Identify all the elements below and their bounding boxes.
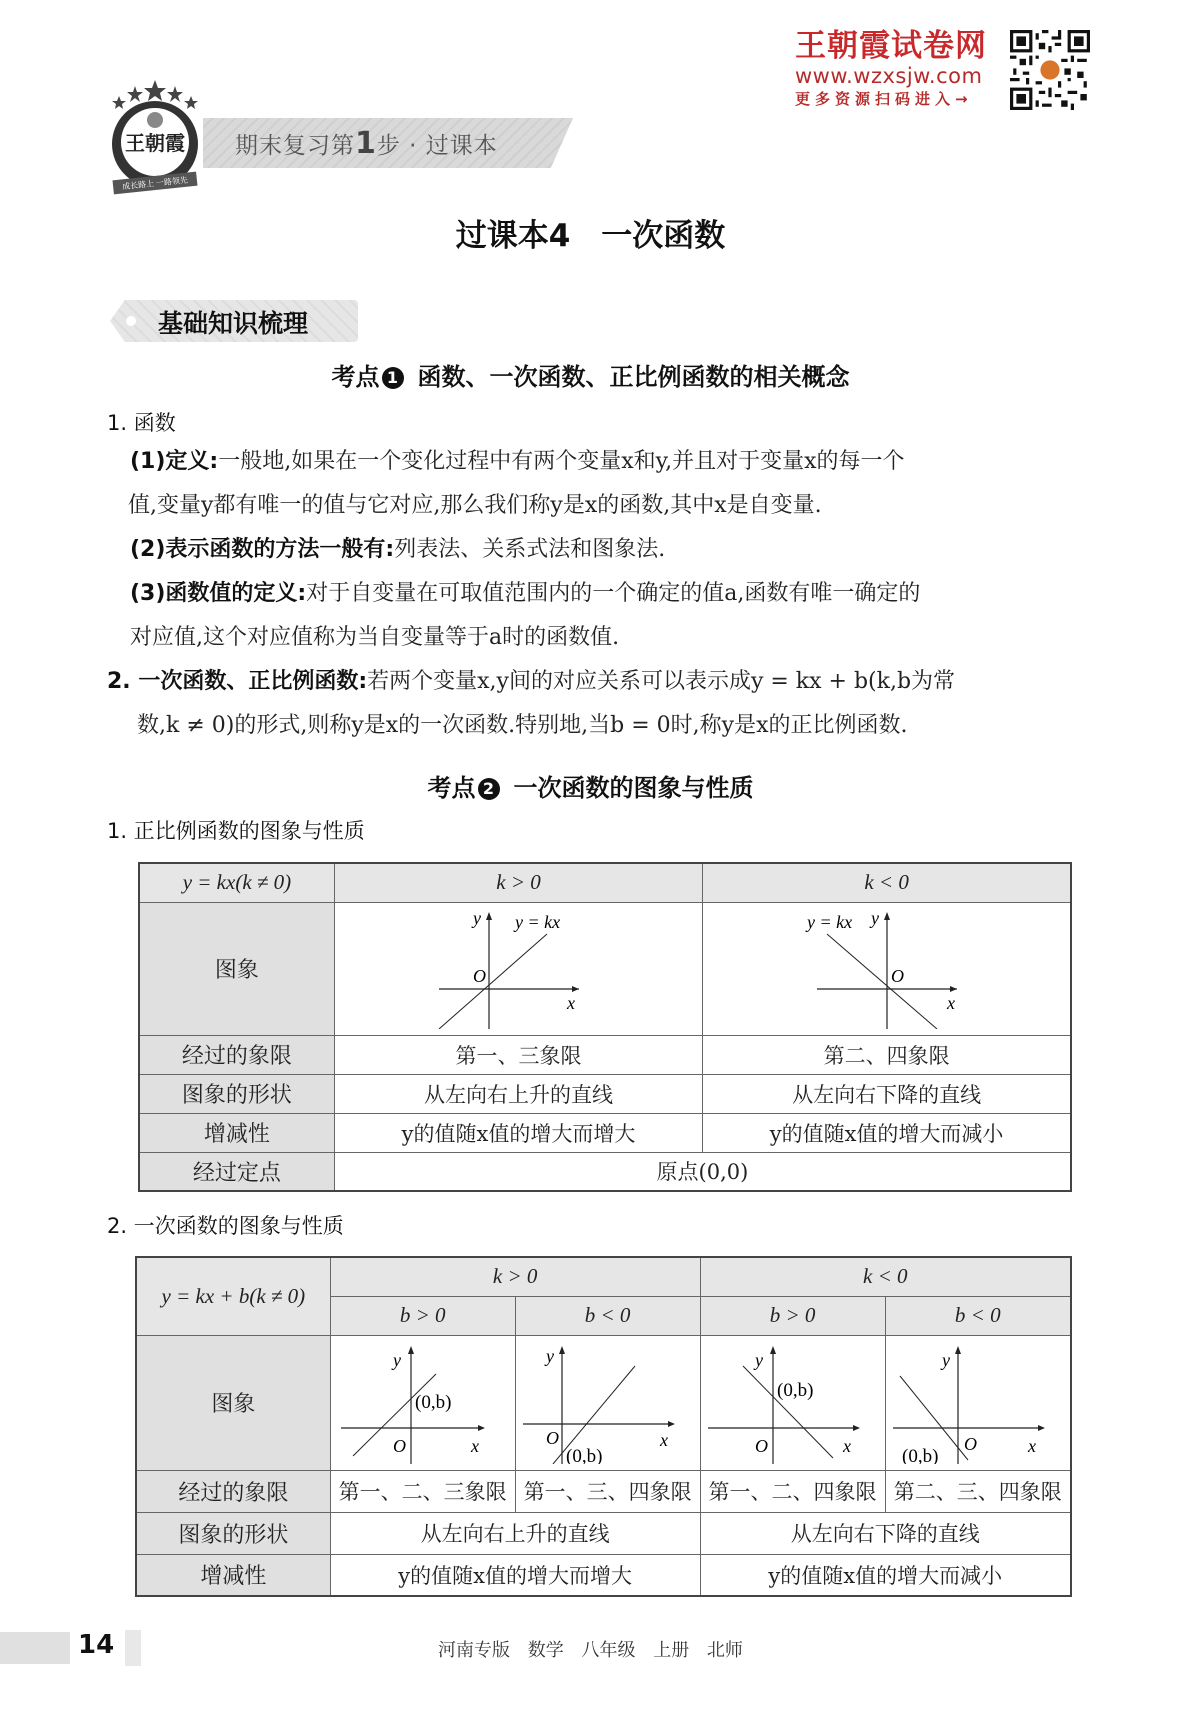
y-label: y — [754, 1350, 763, 1370]
x-label: x — [470, 1436, 479, 1456]
x-label: x — [566, 992, 575, 1013]
publisher-logo — [105, 78, 205, 200]
col-b: b < 0 — [515, 1296, 700, 1335]
col-k-positive: k > 0 — [330, 1257, 700, 1296]
cell: y的值随x值的增大而增大 — [330, 1554, 700, 1596]
graph-k-pos-b-neg — [518, 1336, 698, 1464]
linear-function-text-cont: 数,k ≠ 0)的形式,则称y是x的一次函数.特别地,当b = 0时,称y是x的正比例函数. — [137, 713, 908, 738]
row-label: 增减性 — [136, 1554, 330, 1596]
cell: y的值随x值的增大而减小 — [700, 1554, 1071, 1596]
cell: 第一、二、三象限 — [330, 1470, 515, 1512]
proportional-function-table — [138, 862, 1072, 1192]
brand-url[interactable]: www.wzxsjw.com — [795, 64, 983, 88]
kaodian-prefix: 考点 — [331, 363, 380, 391]
section-tag-text: 基础知识梳理 — [158, 309, 309, 338]
kaodian-prefix: 考点 — [427, 774, 476, 802]
table-header-row — [139, 863, 1071, 902]
x-axis-arrow-icon — [853, 1425, 860, 1431]
table-1-heading: 1. 正比例函数的图象与性质 — [107, 819, 365, 843]
x-label: x — [842, 1436, 851, 1456]
banner-step: 1 — [355, 126, 377, 161]
line-label: y = kx — [806, 911, 852, 932]
col-k-negative: k < 0 — [700, 1257, 1071, 1296]
x-label: x — [659, 1430, 668, 1450]
row-label: 图象 — [136, 1335, 330, 1470]
cell: 从左向右上升的直线 — [334, 1074, 702, 1113]
intercept-label: (0,b) — [565, 1446, 602, 1464]
cell: 第一、三、四象限 — [515, 1470, 700, 1512]
row-label: 经过的象限 — [136, 1470, 330, 1512]
graph-cell — [515, 1335, 700, 1470]
table-row-graph — [139, 902, 1071, 1035]
linear-function-table — [135, 1256, 1072, 1597]
table-row-shape — [136, 1512, 1071, 1554]
graph-k-neg-b-pos — [703, 1336, 883, 1464]
qr-code-icon[interactable] — [1010, 30, 1090, 110]
graph-k-pos-b-pos — [333, 1336, 513, 1464]
logo-motto: 成长路上 一路领先 — [121, 175, 189, 192]
table-row-quadrants — [139, 1035, 1071, 1074]
cell: 第二、四象限 — [703, 1035, 1071, 1074]
x-axis-arrow-icon — [1038, 1425, 1045, 1431]
row-label: 增减性 — [139, 1113, 334, 1152]
table-row-graph — [136, 1335, 1071, 1470]
page-number: 14 — [78, 1630, 115, 1660]
kaodian-2-title — [0, 768, 1181, 803]
origin-label: O — [754, 1436, 768, 1456]
line-label: y = kx — [514, 911, 560, 932]
y-label: y — [545, 1346, 554, 1366]
x-axis-arrow-icon — [668, 1421, 675, 1427]
representation-text: 列表法、关系式法和图象法. — [394, 537, 666, 562]
graph-cell — [330, 1335, 515, 1470]
x-label: x — [946, 992, 955, 1013]
row-label: 图象 — [139, 902, 334, 1035]
kaodian-title-text: 函数、一次函数、正比例函数的相关概念 — [417, 363, 850, 391]
col-k-negative: k < 0 — [703, 863, 1071, 902]
cell: 第一、三象限 — [334, 1035, 702, 1074]
representation-label: (2)表示函数的方法一般有: — [130, 537, 395, 562]
y-axis-arrow-icon — [884, 912, 890, 920]
function-value-text: 对于自变量在可取值范围内的一个确定的值a,函数有唯一确定的 — [306, 581, 921, 606]
graph-cell — [700, 1335, 885, 1470]
intercept-label: (0,b) — [414, 1392, 452, 1413]
tag-hole-icon — [126, 316, 136, 326]
origin-label: O — [890, 965, 904, 986]
row-label: 图象的形状 — [136, 1512, 330, 1554]
origin-label: O — [392, 1436, 406, 1456]
brand-cta: 更多资源扫码进入→ — [795, 90, 973, 108]
definition-text: 一般地,如果在一个变化过程中有两个变量x和y,并且对于变量x的每一个 — [218, 449, 905, 474]
function-value-text-cont: 对应值,这个对应值称为当自变量等于a时的函数值. — [130, 625, 620, 650]
table-corner: y = kx + b(k ≠ 0) — [136, 1257, 330, 1335]
y-label: y — [472, 907, 481, 928]
table-row-monotonic — [136, 1554, 1071, 1596]
origin-label: O — [545, 1428, 559, 1448]
x-axis-arrow-icon — [478, 1425, 485, 1431]
table-row-shape — [139, 1074, 1071, 1113]
kaodian-number-badge: 1 — [382, 367, 404, 389]
cell: 第二、三、四象限 — [885, 1470, 1071, 1512]
intercept-label: (0,b) — [901, 1446, 939, 1464]
y-axis-arrow-icon — [955, 1346, 961, 1354]
definition-text-cont: 值,变量y都有唯一的值与它对应,那么我们称y是x的函数,其中x是自变量. — [128, 493, 822, 518]
kaodian-number-badge: 2 — [478, 778, 500, 800]
cell: 第一、二、四象限 — [700, 1470, 885, 1512]
function-value-label: (3)函数值的定义: — [130, 581, 307, 606]
y-label: y — [392, 1350, 401, 1370]
item-1-heading: 1. 函数 — [107, 411, 176, 435]
origin-label: O — [472, 965, 486, 986]
function-line — [827, 934, 937, 1029]
table-row-quadrants — [136, 1470, 1071, 1512]
graph-cell — [885, 1335, 1071, 1470]
cell: 从左向右下降的直线 — [700, 1512, 1071, 1554]
kaodian-title-text: 一次函数的图象与性质 — [513, 774, 754, 802]
table-corner: y = kx(k ≠ 0) — [139, 863, 334, 902]
graph-cell — [334, 902, 702, 1035]
col-k-positive: k > 0 — [334, 863, 702, 902]
cell: y的值随x值的增大而减小 — [703, 1113, 1071, 1152]
table-2-heading: 2. 一次函数的图象与性质 — [107, 1214, 344, 1238]
y-label: y — [941, 1350, 950, 1370]
function-line — [439, 934, 547, 1029]
logo-text: 王朝霞 — [125, 133, 185, 155]
banner-suffix: 步 · 过课本 — [376, 133, 498, 159]
cell: 原点(0,0) — [334, 1152, 1071, 1191]
item-2-definition — [107, 660, 1077, 748]
graph-cell — [703, 902, 1071, 1035]
kaodian-1-title — [0, 357, 1181, 392]
linear-function-text: 若两个变量x,y间的对应关系可以表示成y = kx + b(k,b为常 — [367, 669, 956, 694]
definition-label: (1)定义: — [130, 449, 219, 474]
table-row-fixed-point — [139, 1152, 1071, 1191]
brand-name: 王朝霞试卷网 — [795, 28, 987, 64]
footer-book-info: 河南专版 数学 八年级 上册 北师 — [438, 1640, 743, 1661]
page-title: 过课本4 一次函数 — [455, 218, 726, 254]
origin-label: O — [963, 1434, 977, 1454]
x-axis-arrow-icon — [572, 986, 579, 992]
y-axis-arrow-icon — [770, 1346, 776, 1354]
y-axis-arrow-icon — [486, 912, 492, 920]
y-label: y — [870, 907, 879, 928]
graph-k-neg-b-neg — [888, 1336, 1068, 1464]
table-header-row-k — [136, 1257, 1071, 1296]
table-row-monotonic — [139, 1113, 1071, 1152]
y-axis-arrow-icon — [559, 1346, 565, 1354]
y-axis-arrow-icon — [408, 1346, 414, 1354]
banner-prefix: 期末复习第 — [235, 133, 355, 159]
graph-decreasing-through-origin — [787, 904, 987, 1029]
col-b: b > 0 — [330, 1296, 515, 1335]
cell: y的值随x值的增大而增大 — [334, 1113, 702, 1152]
row-label: 经过的象限 — [139, 1035, 334, 1074]
cell: 从左向右下降的直线 — [703, 1074, 1071, 1113]
col-b: b < 0 — [885, 1296, 1071, 1335]
x-axis-arrow-icon — [950, 986, 957, 992]
linear-function-label: 2. 一次函数、正比例函数: — [107, 669, 368, 694]
brand-block — [795, 28, 1005, 110]
item-1-definition — [130, 440, 1070, 660]
row-label: 经过定点 — [139, 1152, 334, 1191]
intercept-label: (0,b) — [776, 1380, 813, 1401]
row-label: 图象的形状 — [139, 1074, 334, 1113]
header-banner-text — [235, 126, 498, 161]
col-b: b > 0 — [700, 1296, 885, 1335]
x-label: x — [1027, 1436, 1036, 1456]
graph-increasing-through-origin — [419, 904, 619, 1029]
cell: 从左向右上升的直线 — [330, 1512, 700, 1554]
